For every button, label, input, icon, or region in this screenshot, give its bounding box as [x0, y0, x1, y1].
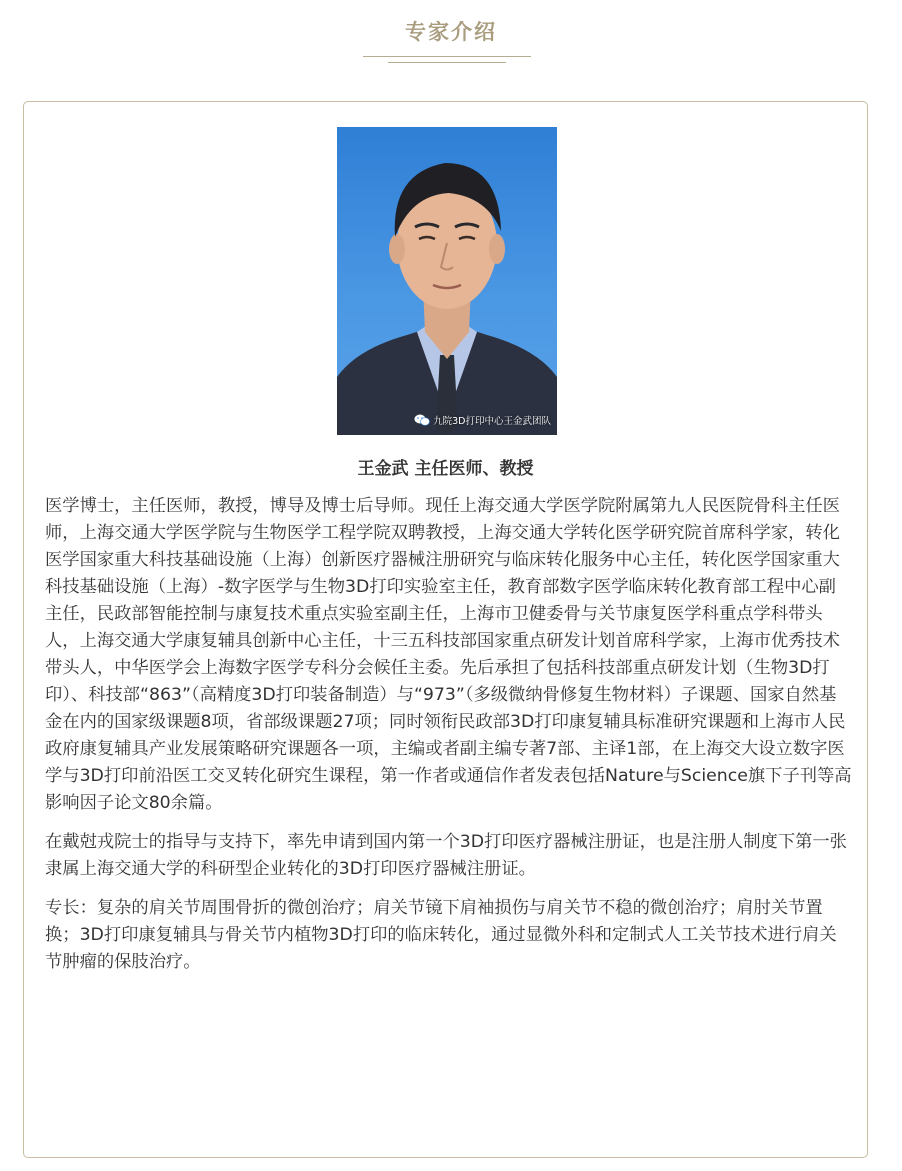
title-divider-bottom — [388, 62, 506, 63]
expert-name-title: 王金武 主任医师、教授 — [357, 459, 534, 479]
expert-portrait — [337, 127, 557, 435]
section-title: 专家介绍 — [405, 20, 497, 44]
title-divider-top — [363, 56, 531, 57]
expert-bio — [45, 493, 853, 988]
expert-card — [23, 101, 868, 1158]
bio-paragraph-specialty: 专长：复杂的肩关节周围骨折的微创治疗；肩关节镜下肩袖损伤与肩关节不稳的微创治疗；肩肘关节置换；3D打印康复辅具与骨关节内植物3D打印的临床转化，通过显微外科和定制式人工关节技术进行肩关节肿瘤的保肢治疗。 — [45, 898, 837, 972]
bio-paragraph-background: 医学博士，主任医师，教授，博导及博士后导师。现任上海交通大学医学院附属第九人民医院骨科主任医师，上海交通大学医学院与生物医学工程学院双聘教授，上海交通大学转化医学研究院首席科学家，转化医学国家重大科技基础设施（上海）创新医疗器械注册研究与临床转化服务中心主任，转化医学国家重大科技基础设施（上海）-数字医学与生物3D打印实验室主任，教育部数字医学临床转化教育部工程中心副主任，民政部智能控制与康复技术重点实验室副主任，上海市卫健委骨与关节康复医学科重点学科带头人，上海交通大学康复辅具创新中心主任，十三五科技部国家重点研发计划首席科学家，上海市优秀技术带头人，中华医学会上海数字医学专科分会候任主委。先后承担了包括科技部重点研发计划（生物3D打印）、科技部“863”（高精度3D打印装备制造）与“973”（多级微纳骨修复生物材料）子课题、国家自然基金在内的国家级课题8项，省部级课题27项；同时领衔民政部3D打印康复辅具标准研究课题和上海市人民政府康复辅具产业发展策略研究课题各一项，主编或者副主编专著7部、主译1部，在上海交大设立数字医学与3D打印前沿医工交叉转化研究生课程，第一作者或通信作者发表包括Nature与Science旗下子刊等高影响因子论文80余篇。 — [45, 496, 852, 813]
portrait-illustration — [337, 127, 557, 435]
photo-watermark — [414, 413, 551, 427]
wechat-icon — [414, 414, 430, 426]
photo-watermark-text: 九院3D打印中心王金武团队 — [433, 416, 551, 427]
bio-paragraph-achievement: 在戴尅戎院士的指导与支持下，率先申请到国内第一个3D打印医疗器械注册证，也是注册人制度下第一张隶属上海交通大学的科研型企业转化的3D打印医疗器械注册证。 — [45, 832, 847, 879]
